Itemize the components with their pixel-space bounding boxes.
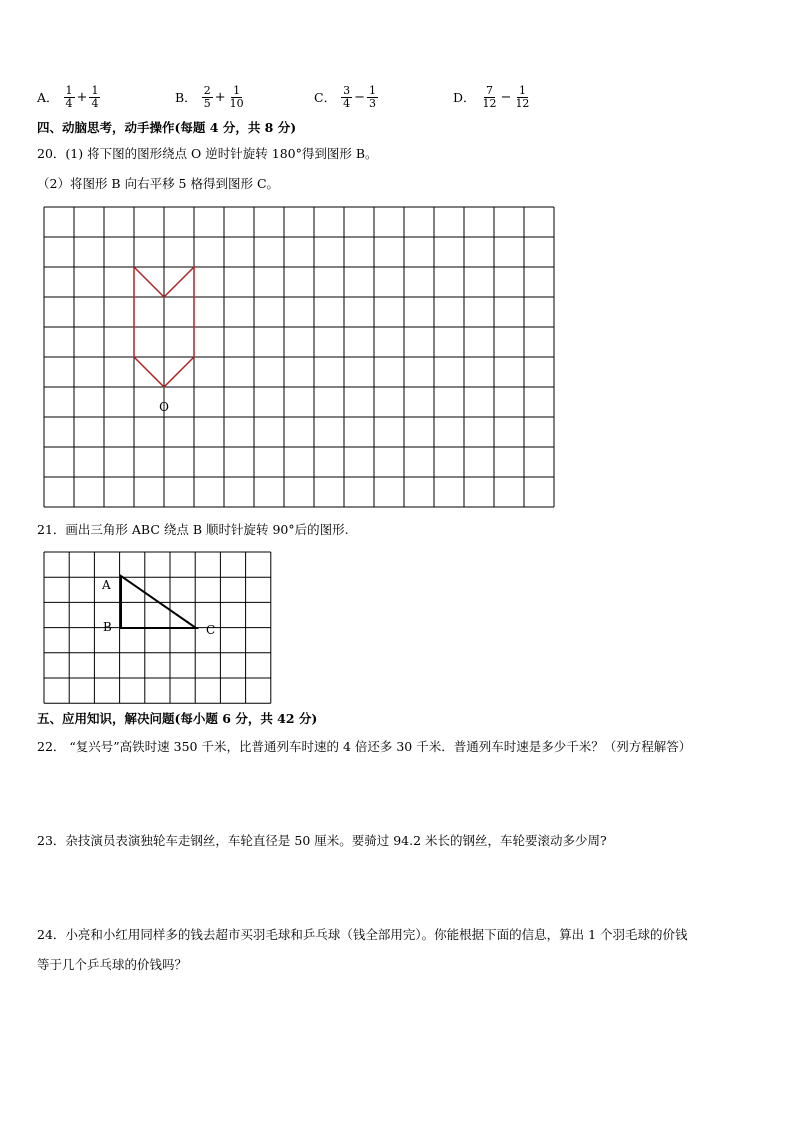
numerator: 2 (203, 83, 211, 97)
option-a (37, 80, 101, 114)
numerator: 1 (233, 83, 241, 97)
fraction (89, 85, 100, 110)
fraction (341, 85, 352, 110)
fraction (228, 85, 246, 110)
question-20-part2: （2）将图形 B 向右平移 5 格得到图形 C。 (37, 176, 280, 191)
question-22: 22． “复兴号”高铁时速 350 千米，比普通列车时速的 4 倍还多 30 千米．普通列车时速是多少千米？（列方程解答） (37, 739, 692, 754)
fraction (202, 85, 213, 110)
operator: + (76, 89, 88, 105)
numerator: 1 (91, 83, 99, 97)
numerator: 7 (486, 83, 494, 97)
fraction (367, 85, 378, 110)
question-20-part1: 20．(1) 将下图的图形绕点 O 逆时针旋转 180°得到图形 B。 (37, 146, 378, 161)
vertex-c-label: C (206, 623, 216, 637)
numerator: 3 (343, 83, 351, 97)
question-23: 23．杂技演员表演独轮车走钢丝，车轮直径是 50 厘米。要骑过 94.2 米长的钢丝，车轮要滚动多少周? (37, 833, 607, 848)
operator: − (354, 89, 365, 105)
option-letter: A． (37, 90, 59, 105)
denominator: 4 (65, 96, 73, 110)
section-heading: 五、应用知识，解决问题(每小题 6 分，共 42 分) (37, 711, 318, 726)
option-letter: B． (175, 90, 197, 105)
denominator: 4 (343, 96, 351, 110)
operator: − (500, 89, 512, 105)
numerator: 1 (65, 83, 73, 97)
option-c (314, 80, 379, 114)
fraction (64, 85, 75, 110)
denominator: 10 (229, 96, 244, 110)
vertex-a-label: A (102, 578, 111, 592)
section-heading: 四、动脑思考，动手操作(每题 4 分，共 8 分) (37, 120, 297, 135)
option-b (175, 80, 247, 114)
question-21: 21．画出三角形 ABC 绕点 B 顺时针旋转 90°后的图形. (37, 522, 349, 537)
numerator: 1 (368, 83, 376, 97)
question-24-line1: 24．小亮和小红用同样多的钱去超市买羽毛球和乒乓球（钱全部用完）。你能根据下面的信息，算出 1 个羽毛球的价钱 (37, 927, 688, 942)
denominator: 12 (515, 96, 530, 110)
option-letter: C． (314, 90, 337, 105)
denominator: 12 (482, 96, 497, 110)
vertex-b-label: B (103, 620, 112, 634)
q20-grid-figure (42, 205, 560, 511)
option-letter: D． (453, 90, 476, 105)
denominator: 3 (368, 96, 376, 110)
denominator: 4 (91, 96, 99, 110)
denominator: 5 (203, 96, 211, 110)
grid-lines (44, 207, 554, 507)
numerator: 1 (518, 83, 526, 97)
fraction (481, 85, 499, 110)
operator: + (214, 89, 226, 105)
question-24-line2: 等于几个乒乓球的价钱吗？ (37, 957, 188, 972)
q21-grid-figure (42, 550, 274, 706)
fraction (513, 85, 531, 110)
option-d (453, 80, 532, 114)
point-o-label: O (159, 400, 169, 414)
